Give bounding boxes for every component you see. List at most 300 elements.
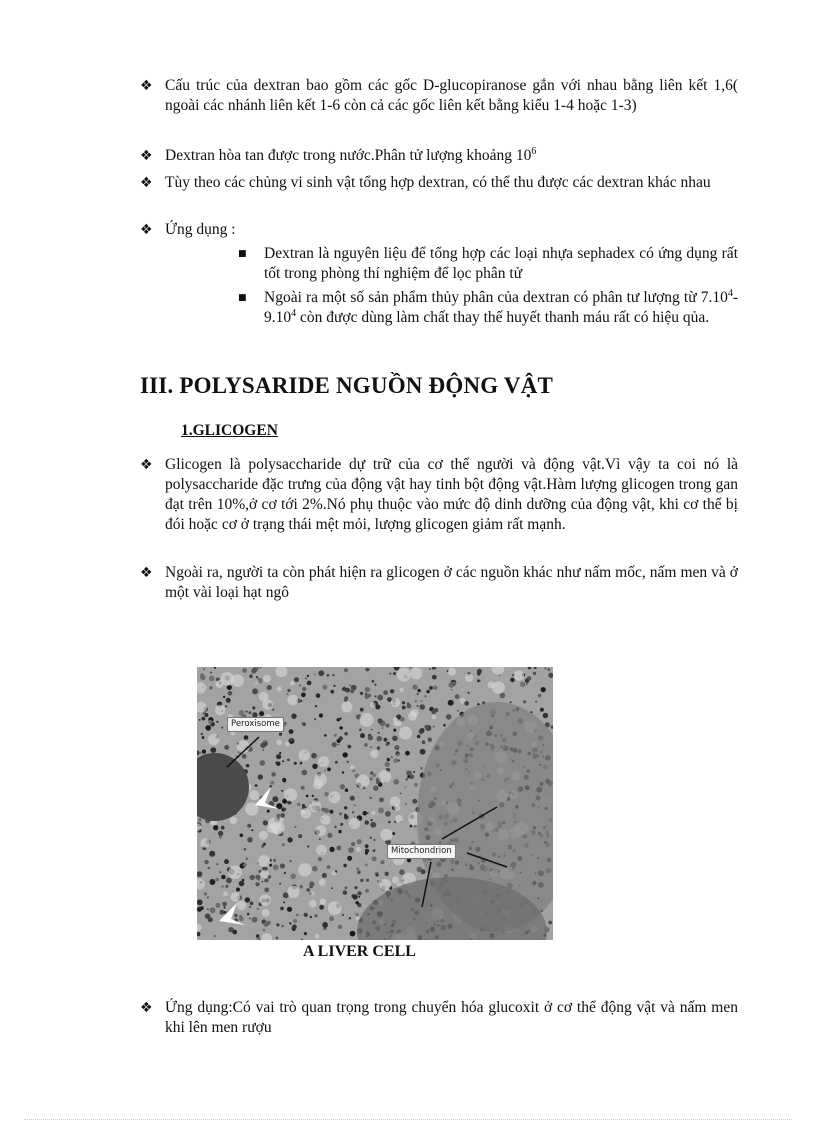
text-part: còn được dùng làm chất thay thế huyết thanh máu rất có hiệu qủa. bbox=[296, 309, 710, 326]
figure-caption: A LIVER CELL bbox=[303, 943, 416, 960]
light-spot bbox=[273, 825, 282, 834]
light-spot bbox=[309, 900, 317, 908]
granule bbox=[343, 752, 348, 757]
light-spot bbox=[319, 879, 326, 886]
granule bbox=[360, 692, 363, 695]
granule bbox=[378, 732, 380, 734]
granule bbox=[228, 691, 233, 696]
light-spot bbox=[228, 866, 241, 879]
light-spot bbox=[237, 901, 247, 911]
granule bbox=[273, 865, 279, 871]
light-spot bbox=[356, 847, 361, 852]
light-spot bbox=[315, 825, 326, 836]
granule bbox=[405, 786, 407, 788]
granule bbox=[208, 917, 213, 922]
granule bbox=[413, 771, 415, 773]
bullet-text: Ứng dụng : bbox=[165, 221, 236, 238]
granule bbox=[287, 759, 290, 762]
granule bbox=[365, 864, 368, 867]
light-spot bbox=[310, 891, 314, 895]
granule bbox=[342, 914, 344, 916]
granule bbox=[338, 925, 342, 929]
granule bbox=[413, 685, 418, 690]
light-spot bbox=[392, 877, 399, 884]
light-spot bbox=[276, 740, 282, 746]
granule bbox=[377, 736, 382, 741]
granule bbox=[372, 680, 375, 683]
light-spot bbox=[410, 667, 422, 679]
granule bbox=[202, 749, 206, 753]
granule bbox=[301, 786, 305, 790]
light-spot bbox=[397, 668, 411, 682]
light-spot bbox=[328, 791, 340, 803]
granule bbox=[365, 844, 369, 848]
granule bbox=[242, 754, 247, 759]
granule bbox=[324, 734, 327, 737]
section-heading: III. POLYSARIDE NGUỒN ĐỘNG VẬT bbox=[140, 373, 554, 398]
granule bbox=[332, 742, 337, 747]
granule bbox=[391, 756, 393, 758]
granule bbox=[374, 839, 376, 841]
granule bbox=[424, 695, 426, 697]
granule bbox=[276, 762, 280, 766]
granule bbox=[371, 729, 373, 731]
light-spot bbox=[262, 699, 273, 710]
granule bbox=[307, 845, 309, 847]
light-spot bbox=[448, 668, 456, 676]
granule bbox=[270, 781, 274, 785]
light-spot bbox=[408, 712, 417, 721]
light-spot bbox=[460, 698, 466, 704]
exponent: 6 bbox=[531, 145, 537, 157]
light-spot bbox=[200, 838, 209, 847]
light-spot bbox=[465, 674, 473, 682]
granule bbox=[381, 860, 385, 864]
granule bbox=[372, 773, 376, 777]
granule bbox=[246, 857, 249, 860]
granule bbox=[294, 826, 296, 828]
granule bbox=[338, 830, 341, 833]
granule bbox=[533, 672, 536, 675]
granule bbox=[290, 860, 292, 862]
granule bbox=[340, 823, 343, 826]
granule bbox=[279, 883, 281, 885]
granule bbox=[262, 844, 265, 847]
granule bbox=[221, 885, 223, 887]
granule bbox=[405, 778, 408, 781]
granule bbox=[279, 733, 282, 736]
granule bbox=[290, 739, 293, 742]
granule bbox=[318, 857, 322, 861]
granule bbox=[331, 887, 333, 889]
granule bbox=[252, 688, 258, 694]
light-spot bbox=[380, 829, 392, 841]
granule bbox=[417, 735, 421, 739]
granule bbox=[369, 777, 373, 781]
granule bbox=[367, 812, 369, 814]
granule bbox=[315, 705, 317, 707]
granule bbox=[234, 914, 237, 917]
granule bbox=[348, 847, 354, 853]
granule bbox=[257, 908, 259, 910]
granule bbox=[370, 837, 372, 839]
granule bbox=[272, 796, 278, 802]
granule bbox=[216, 903, 221, 908]
granule bbox=[385, 872, 389, 876]
light-spot bbox=[277, 687, 282, 692]
granule bbox=[221, 826, 225, 830]
granule bbox=[306, 888, 310, 892]
light-spot bbox=[320, 815, 330, 825]
exponent: 4 bbox=[727, 287, 733, 299]
granule bbox=[538, 694, 542, 698]
light-spot bbox=[320, 899, 326, 905]
granule bbox=[272, 709, 274, 711]
light-spot bbox=[259, 831, 268, 840]
granule bbox=[327, 833, 332, 838]
granule bbox=[232, 930, 237, 935]
granule bbox=[399, 869, 405, 875]
granule bbox=[354, 886, 357, 889]
granule bbox=[310, 916, 312, 918]
granule bbox=[259, 711, 264, 716]
light-spot bbox=[315, 934, 320, 939]
light-spot bbox=[249, 790, 259, 800]
light-spot bbox=[287, 695, 298, 706]
granule bbox=[204, 713, 208, 717]
granule bbox=[312, 795, 314, 797]
granule bbox=[204, 892, 207, 895]
granule bbox=[337, 718, 340, 721]
granule bbox=[198, 818, 201, 821]
granule bbox=[208, 720, 212, 724]
granule bbox=[455, 694, 460, 699]
square-bullet-icon: ■ bbox=[238, 293, 247, 303]
diamond-bullet-icon: ❖ bbox=[140, 222, 153, 238]
bullet-text: Glicogen là polysaccharide dự trữ của cơ thể người và động vật.Vì vậy ta coi nó là polysaccharide đặc trưng của động vật hay tinh bột động vật.Hàm lượng glicogen trong gan đạt trên 10%,ở cơ tới 2%.Nó phụ thuộc vào mức độ dinh dưỡng của động vật, khi cơ thể bị đói hoặc cơ ở trạng thái mệt mỏi, lượng glicogen giảm rất mạnh. bbox=[165, 456, 738, 533]
granule bbox=[477, 669, 482, 674]
granule bbox=[264, 879, 268, 883]
granule bbox=[258, 774, 263, 779]
granule bbox=[247, 824, 251, 828]
granule bbox=[457, 710, 459, 712]
granule bbox=[293, 919, 297, 923]
granule bbox=[366, 879, 369, 882]
granule bbox=[412, 799, 417, 804]
granule bbox=[340, 717, 342, 719]
sub-list-item bbox=[238, 288, 738, 328]
bullet-text: Ngoài ra, người ta còn phát hiện ra glicogen ở các nguồn khác như nấm mốc, nấm men và ở một vài loại hạt ngô bbox=[165, 564, 738, 601]
granule bbox=[417, 689, 420, 692]
granule bbox=[209, 879, 215, 885]
peroxisome-label: Peroxisome bbox=[227, 717, 284, 732]
granule bbox=[350, 931, 356, 937]
granule bbox=[479, 680, 481, 682]
granule bbox=[360, 708, 364, 712]
granule bbox=[264, 888, 269, 893]
granule bbox=[336, 846, 341, 851]
granule bbox=[394, 779, 400, 785]
granule bbox=[247, 913, 250, 916]
text-part: -9.10 bbox=[264, 289, 738, 326]
light-spot bbox=[395, 815, 403, 823]
granule bbox=[281, 790, 283, 792]
granule bbox=[250, 875, 255, 880]
granule bbox=[357, 870, 361, 874]
granule bbox=[370, 822, 376, 828]
granule bbox=[213, 825, 218, 830]
diamond-bullet-icon: ❖ bbox=[140, 457, 153, 473]
granule bbox=[379, 797, 384, 802]
granule bbox=[262, 749, 264, 751]
granule bbox=[378, 718, 383, 723]
granule bbox=[205, 725, 211, 731]
sub-list-item bbox=[238, 244, 738, 284]
granule bbox=[344, 732, 347, 735]
granule bbox=[214, 935, 216, 937]
granule bbox=[390, 689, 394, 693]
light-spot bbox=[220, 672, 234, 686]
light-spot bbox=[215, 705, 226, 716]
granule bbox=[343, 864, 346, 867]
granule bbox=[350, 689, 354, 693]
granule bbox=[249, 918, 251, 920]
granule bbox=[210, 747, 216, 753]
granule bbox=[365, 820, 369, 824]
granule bbox=[312, 764, 317, 769]
granule bbox=[242, 862, 244, 864]
granule bbox=[329, 916, 334, 921]
granule bbox=[239, 915, 242, 918]
granule bbox=[344, 668, 348, 672]
granule bbox=[345, 886, 348, 889]
list-item bbox=[140, 220, 738, 240]
granule bbox=[209, 686, 212, 689]
granule bbox=[360, 733, 365, 738]
granule bbox=[365, 668, 369, 672]
granule bbox=[226, 698, 231, 703]
list-item bbox=[140, 173, 738, 193]
granule bbox=[256, 934, 260, 938]
granule bbox=[365, 687, 371, 693]
granule bbox=[222, 902, 227, 907]
granule bbox=[330, 847, 335, 852]
light-spot bbox=[400, 688, 404, 692]
granule bbox=[224, 859, 229, 864]
light-spot bbox=[316, 845, 327, 856]
granule bbox=[302, 804, 305, 807]
granule bbox=[407, 702, 410, 705]
granule bbox=[289, 729, 294, 734]
granule bbox=[344, 814, 347, 817]
granule bbox=[324, 792, 328, 796]
granule bbox=[291, 874, 296, 879]
bullet-text: Ứng dụng:Có vai trò quan trọng trong chuyển hóa glucoxit ở cơ thể động vật và nấm men khi lên men rượu bbox=[165, 999, 738, 1036]
granule bbox=[250, 902, 254, 906]
micrograph-image bbox=[197, 667, 553, 940]
granule bbox=[327, 674, 330, 677]
light-spot bbox=[254, 680, 259, 685]
granule bbox=[225, 705, 227, 707]
list-item bbox=[140, 146, 738, 166]
granule bbox=[335, 761, 338, 764]
granule bbox=[203, 668, 205, 670]
granule bbox=[314, 674, 316, 676]
light-spot bbox=[391, 698, 400, 707]
granule bbox=[210, 907, 216, 913]
granule bbox=[420, 767, 423, 770]
granule bbox=[373, 786, 378, 791]
granule bbox=[242, 879, 245, 882]
light-spot bbox=[399, 727, 412, 740]
granule bbox=[304, 913, 308, 917]
granule bbox=[343, 890, 348, 895]
bullet-text bbox=[165, 146, 738, 166]
granule bbox=[523, 700, 526, 703]
granule bbox=[369, 797, 372, 800]
granule bbox=[429, 668, 431, 670]
granule bbox=[405, 803, 407, 805]
granule bbox=[219, 871, 221, 873]
granule bbox=[201, 733, 203, 735]
granule bbox=[296, 914, 299, 917]
granule bbox=[301, 692, 306, 697]
granule bbox=[199, 719, 201, 721]
granule bbox=[312, 866, 318, 872]
granule bbox=[432, 675, 437, 680]
granule bbox=[245, 897, 250, 902]
granule bbox=[270, 785, 272, 787]
granule bbox=[415, 700, 417, 702]
granule bbox=[400, 717, 405, 722]
granule bbox=[218, 831, 223, 836]
granule bbox=[264, 921, 269, 926]
granule bbox=[339, 726, 342, 729]
granule bbox=[402, 706, 406, 710]
granule bbox=[347, 856, 352, 861]
granule bbox=[223, 696, 225, 698]
light-spot bbox=[287, 886, 299, 898]
granule bbox=[389, 673, 391, 675]
light-spot bbox=[284, 788, 297, 801]
granule bbox=[377, 746, 380, 749]
granule bbox=[252, 668, 257, 673]
granule bbox=[510, 678, 515, 683]
granule bbox=[355, 901, 359, 905]
granule bbox=[510, 701, 512, 703]
granule bbox=[414, 783, 418, 787]
granule bbox=[239, 710, 245, 716]
granule bbox=[351, 842, 355, 846]
subsection-heading: 1.GLICOGEN bbox=[181, 422, 278, 439]
square-bullet-icon: ■ bbox=[238, 249, 247, 259]
granule bbox=[267, 810, 270, 813]
granule bbox=[297, 803, 300, 806]
granule bbox=[252, 706, 255, 709]
granule bbox=[365, 693, 368, 696]
granule bbox=[392, 736, 397, 741]
granule bbox=[287, 689, 290, 692]
diamond-bullet-icon: ❖ bbox=[140, 78, 153, 94]
light-spot bbox=[393, 717, 398, 722]
granule bbox=[417, 705, 419, 707]
granule bbox=[421, 700, 423, 702]
granule bbox=[294, 677, 299, 682]
granule bbox=[526, 683, 528, 685]
granule bbox=[259, 760, 265, 766]
granule bbox=[375, 705, 380, 710]
granule bbox=[216, 721, 218, 723]
granule bbox=[309, 881, 314, 886]
granule bbox=[373, 849, 376, 852]
granule bbox=[224, 745, 229, 750]
granule bbox=[226, 878, 232, 884]
granule bbox=[252, 917, 258, 923]
granule bbox=[247, 837, 253, 843]
granule bbox=[216, 863, 218, 865]
granule bbox=[316, 693, 321, 698]
granule bbox=[356, 913, 359, 916]
list-item bbox=[140, 998, 738, 1038]
granule bbox=[359, 729, 362, 732]
granule bbox=[204, 860, 208, 864]
granule bbox=[352, 811, 354, 813]
granule bbox=[329, 810, 333, 814]
bullet-text: Cấu trúc của dextran bao gồm các gốc D-glucopiranose gắn với nhau bằng liên kết 1,6( ngoài các nhánh liên kết 1-6 còn cả các gốc liên kết bằng kiểu 1-4 hoặc 1-3) bbox=[165, 77, 738, 114]
granule bbox=[282, 778, 286, 782]
granule bbox=[300, 762, 303, 765]
granule bbox=[258, 878, 260, 880]
granule bbox=[279, 752, 281, 754]
light-spot bbox=[390, 797, 401, 808]
granule bbox=[387, 758, 390, 761]
granule bbox=[302, 722, 306, 726]
granule bbox=[425, 725, 429, 729]
granule bbox=[541, 687, 546, 692]
granule bbox=[419, 704, 425, 710]
granule bbox=[349, 917, 351, 919]
light-spot bbox=[492, 681, 505, 694]
light-spot bbox=[356, 775, 369, 788]
granule bbox=[302, 770, 308, 776]
granule bbox=[255, 784, 258, 787]
light-spot bbox=[285, 741, 290, 746]
granule bbox=[298, 834, 302, 838]
granule bbox=[215, 878, 219, 882]
granule bbox=[385, 811, 391, 817]
granule bbox=[207, 908, 209, 910]
mitochondrion-label: Mitochondrion bbox=[387, 844, 456, 859]
granule bbox=[292, 925, 297, 930]
granule bbox=[374, 684, 376, 686]
granule bbox=[324, 770, 326, 772]
granule bbox=[197, 907, 202, 912]
granule bbox=[322, 922, 328, 928]
granule bbox=[448, 700, 454, 706]
granule bbox=[209, 676, 215, 682]
granule bbox=[342, 771, 344, 773]
granule bbox=[219, 836, 222, 839]
light-spot bbox=[332, 871, 336, 875]
granule bbox=[499, 675, 501, 677]
diamond-bullet-icon: ❖ bbox=[140, 565, 153, 581]
granule bbox=[345, 688, 350, 693]
granule bbox=[239, 881, 245, 887]
light-spot bbox=[263, 675, 271, 683]
granule bbox=[202, 736, 205, 739]
granule bbox=[535, 701, 537, 703]
sub-bullet-text: Dextran là nguyên liệu để tổng hợp các loại nhựa sephadex có ứng dụng rất tốt trong phòng thí nghiệm để lọc phân tử bbox=[264, 245, 738, 282]
